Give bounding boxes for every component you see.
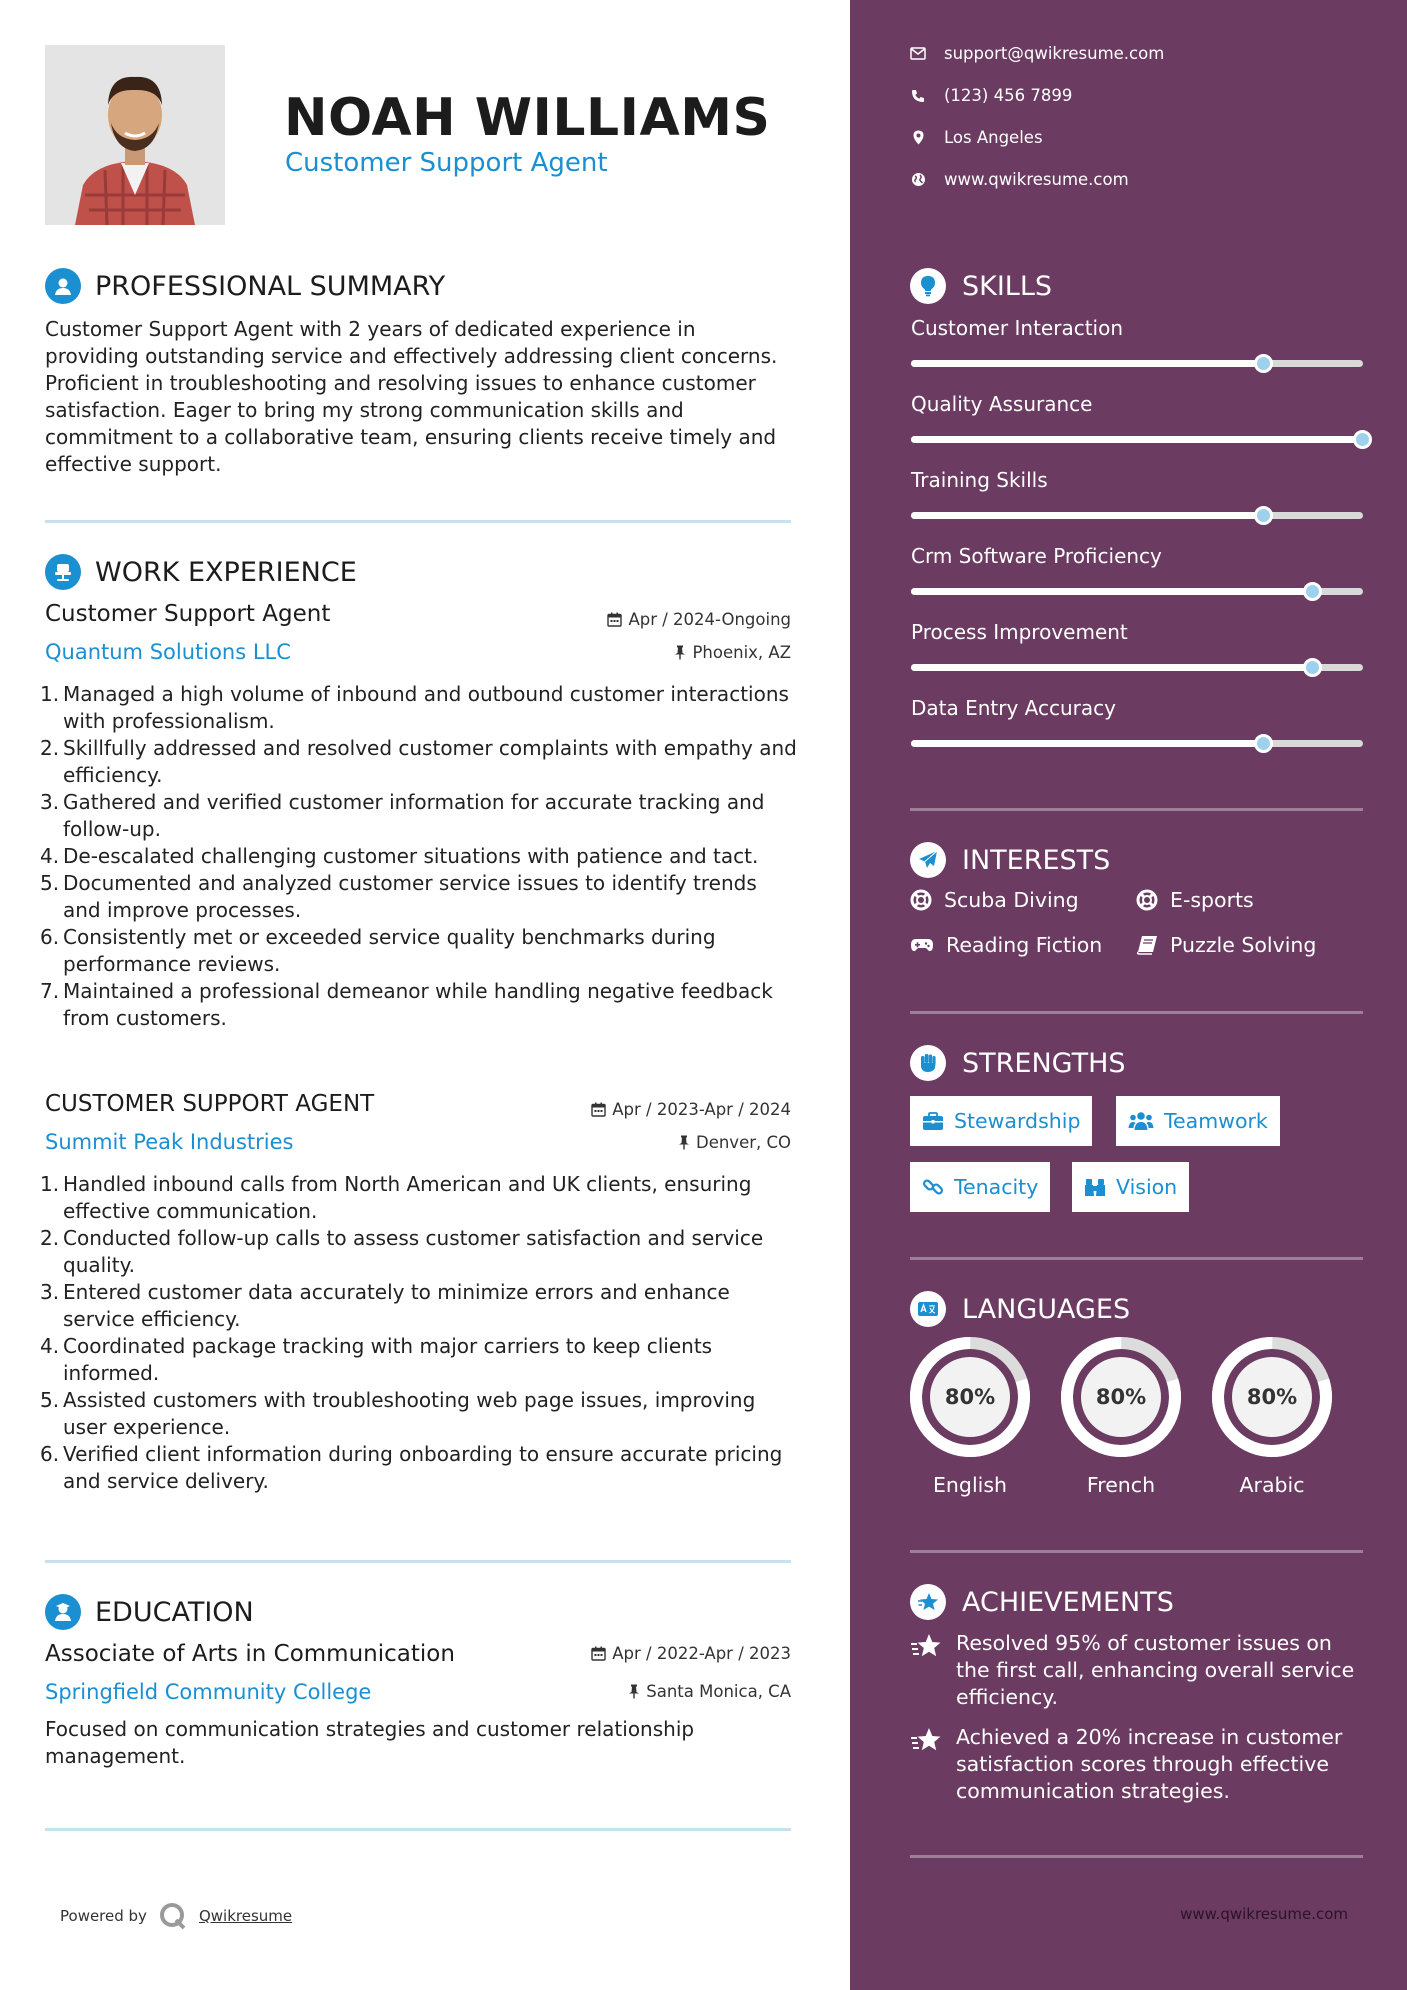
profile-photo: [45, 45, 225, 225]
translate-icon: [910, 1291, 946, 1327]
globe-icon: [910, 172, 926, 188]
list-item: 2. Skillfully addressed and resolved customer complaints with empathy and efficiency.: [40, 736, 797, 787]
language-name: French: [1086, 1473, 1156, 1497]
job-company: Quantum Solutions LLC: [45, 640, 291, 664]
interest-item: [910, 933, 1102, 957]
book-icon: [1136, 935, 1158, 955]
contact-phone-text: (123) 456 7899: [944, 86, 1073, 105]
divider: [910, 808, 1363, 811]
skill-bar-fill: [911, 360, 1264, 367]
skills-heading: [910, 268, 1052, 304]
calendar-icon: [607, 612, 622, 627]
skill-bar-fill: [911, 664, 1313, 671]
link-icon: [922, 1176, 944, 1198]
degree-title: Associate of Arts in Communication: [45, 1641, 455, 1667]
job-location: [678, 1133, 791, 1152]
language-name: English: [932, 1473, 1008, 1497]
education-dates: [591, 1644, 791, 1663]
powered-by: [60, 1902, 292, 1930]
interest-label: E-sports: [1170, 888, 1254, 912]
strength-label: Tenacity: [954, 1175, 1039, 1199]
summary-heading: [45, 268, 445, 304]
job-bullets: [40, 681, 800, 1032]
language-item: [1210, 1335, 1334, 1497]
education-description: Focused on communication strategies and customer relationship management.: [45, 1717, 695, 1768]
star-icon: [910, 1630, 942, 1711]
language-name: Arabic: [1239, 1473, 1305, 1497]
list-item: 4. De-escalated challenging customer situations with patience and tact.: [40, 844, 759, 868]
strength-label: Vision: [1116, 1175, 1178, 1199]
skill-name: Data Entry Accuracy: [911, 696, 1116, 720]
contact-location: [910, 128, 1043, 147]
skill-bar: [911, 512, 1363, 519]
calendar-icon: [591, 1102, 606, 1117]
divider: [910, 1257, 1363, 1260]
strength-tag: [910, 1162, 1050, 1212]
job-dates-text: Apr / 2023-Apr / 2024: [612, 1100, 791, 1119]
strength-tag: [1072, 1162, 1189, 1212]
star-icon: [910, 1724, 942, 1805]
divider: [45, 520, 791, 523]
skill-bar-fill: [911, 588, 1313, 595]
experience-title: WORK EXPERIENCE: [95, 556, 357, 588]
experience-heading: [45, 554, 357, 590]
achievement-text: Achieved a 20% increase in customer satisfaction scores through effective communication strategies.: [956, 1725, 1343, 1803]
list-item: 3. Gathered and verified customer information for accurate tracking and follow-up.: [40, 790, 765, 841]
candidate-name: NOAH WILLIAMS: [284, 88, 771, 148]
job-location: [674, 643, 791, 662]
language-progress-ring: [1059, 1335, 1183, 1459]
interest-label: Reading Fiction: [946, 933, 1103, 957]
user-circle-icon: [45, 268, 81, 304]
skill-bar: [911, 664, 1363, 671]
education-heading: [45, 1594, 254, 1630]
summary-title: PROFESSIONAL SUMMARY: [95, 270, 446, 302]
office-chair-icon: [45, 554, 81, 590]
interest-item: [910, 888, 1079, 912]
map-marker-icon: [910, 130, 926, 146]
list-item: 2. Conducted follow-up calls to assess customer satisfaction and service quality.: [40, 1226, 764, 1277]
skill-bar: [911, 360, 1363, 367]
strengths-heading: [910, 1045, 1126, 1081]
language-item: [908, 1335, 1032, 1497]
list-item: 4. Coordinated package tracking with major carriers to keep clients informed.: [40, 1334, 713, 1385]
education-location: [628, 1682, 791, 1701]
achievements-title: ACHIEVEMENTS: [962, 1586, 1174, 1618]
lightbulb-icon: [910, 268, 946, 304]
job-company: Summit Peak Industries: [45, 1130, 294, 1154]
job-dates: [591, 1100, 791, 1119]
divider: [910, 1550, 1363, 1553]
list-item: 1. Managed a high volume of inbound and outbound customer interactions with professionalism.: [40, 682, 789, 733]
skill-bar-knob: [1353, 430, 1372, 449]
job-location-text: Denver, CO: [695, 1133, 791, 1152]
list-item: 5. Assisted customers with troubleshooting web page issues, improving user experience.: [40, 1388, 756, 1439]
job-bullets: [40, 1171, 800, 1495]
interests-title: INTERESTS: [962, 844, 1111, 876]
language-progress-ring: [1210, 1335, 1334, 1459]
skills-title: SKILLS: [962, 270, 1053, 302]
skill-bar-knob: [1303, 658, 1322, 677]
contact-location-text: Los Angeles: [944, 128, 1043, 147]
contact-phone[interactable]: [910, 86, 1072, 105]
footer-url[interactable]: www.qwikresume.com: [1180, 1905, 1348, 1923]
interest-item: [1136, 888, 1254, 912]
strength-label: Teamwork: [1164, 1109, 1268, 1133]
achievement-item: [910, 1630, 1363, 1711]
skill-bar-fill: [911, 436, 1363, 443]
users-icon: [1128, 1111, 1154, 1131]
briefcase-icon: [922, 1112, 944, 1131]
list-item: 6. Verified client information during onboarding to ensure accurate pricing and service delivery.: [40, 1442, 783, 1493]
job-title: Customer Support Agent: [45, 601, 331, 627]
qwikresume-link[interactable]: Qwikresume: [198, 1907, 293, 1925]
skill-bar-knob: [1254, 506, 1273, 525]
education-location-text: Santa Monica, CA: [646, 1682, 791, 1701]
list-item: 3. Entered customer data accurately to minimize errors and enhance service efficiency.: [40, 1280, 730, 1331]
summary-text: Customer Support Agent with 2 years of dedicated experience in providing outstanding service and effectively addressing client concerns. Proficient in troubleshooting and resolving issues to enhance customer satisfaction. Eager to bring my strong communication skills and commitment to a collaborative team, ensuring clients receive timely and effective support.: [45, 317, 778, 476]
pin-icon: [628, 1684, 640, 1699]
pin-icon: [678, 1135, 690, 1150]
skill-name: Training Skills: [911, 468, 1048, 492]
calendar-icon: [591, 1646, 606, 1661]
skill-name: Process Improvement: [911, 620, 1128, 644]
skill-name: Crm Software Proficiency: [911, 544, 1162, 568]
lifebuoy-icon: [1136, 889, 1158, 911]
skill-bar-knob: [1254, 354, 1273, 373]
fist-icon: [910, 1045, 946, 1081]
skill-bar: [911, 436, 1363, 443]
skill-bar-knob: [1303, 582, 1322, 601]
achievement-item: [910, 1724, 1363, 1805]
interest-label: Scuba Diving: [944, 888, 1079, 912]
language-progress-ring: [908, 1335, 1032, 1459]
qwikresume-logo-icon: [159, 1902, 187, 1930]
list-item: 5. Documented and analyzed customer service issues to identify trends and improve processes.: [40, 871, 757, 922]
languages-title: LANGUAGES: [962, 1293, 1131, 1325]
list-item: 1. Handled inbound calls from North American and UK clients, ensuring effective communication.: [40, 1172, 752, 1223]
binoculars-icon: [1084, 1177, 1106, 1197]
divider: [45, 1828, 791, 1831]
interest-item: [1136, 933, 1316, 957]
powered-by-label: Powered by: [60, 1907, 147, 1925]
contact-website-text: www.qwikresume.com: [944, 170, 1129, 189]
divider: [910, 1011, 1363, 1014]
pin-icon: [674, 645, 686, 660]
language-percent: 80%: [944, 1385, 996, 1409]
achievement-text: Resolved 95% of customer issues on the first call, enhancing overall service efficiency.: [956, 1631, 1355, 1709]
strength-label: Stewardship: [954, 1109, 1081, 1133]
phone-icon: [910, 88, 926, 104]
language-percent: 80%: [1095, 1385, 1147, 1409]
language-percent: 80%: [1246, 1385, 1298, 1409]
school-name: Springfield Community College: [45, 1680, 372, 1704]
gamepad-icon: [910, 937, 934, 953]
languages-heading: [910, 1291, 1130, 1327]
education-title: EDUCATION: [95, 1596, 254, 1628]
graduate-icon: [45, 1594, 81, 1630]
strengths-title: STRENGTHS: [962, 1047, 1126, 1079]
skill-bar-knob: [1254, 734, 1273, 753]
envelope-icon: [910, 46, 926, 62]
paper-plane-icon: [910, 842, 946, 878]
lifebuoy-icon: [910, 889, 932, 911]
skill-bar: [911, 588, 1363, 595]
strength-tag: [910, 1096, 1092, 1146]
interest-label: Puzzle Solving: [1170, 933, 1317, 957]
skill-bar: [911, 740, 1363, 747]
star-badge-icon: [910, 1584, 946, 1620]
job-dates-text: Apr / 2024-Ongoing: [628, 610, 791, 629]
job-dates: [607, 610, 791, 629]
job-location-text: Phoenix, AZ: [692, 643, 791, 662]
list-item: 6. Consistently met or exceeded service quality benchmarks during performance reviews.: [40, 925, 716, 976]
contact-email-text: support@qwikresume.com: [944, 44, 1165, 63]
contact-website[interactable]: [910, 170, 1129, 189]
job-title: CUSTOMER SUPPORT AGENT: [45, 1091, 375, 1117]
candidate-title: Customer Support Agent: [285, 148, 608, 178]
education-dates-text: Apr / 2022-Apr / 2023: [612, 1644, 791, 1663]
skill-name: Customer Interaction: [911, 316, 1124, 340]
interests-heading: [910, 842, 1110, 878]
language-item: [1059, 1335, 1183, 1497]
list-item: 7. Maintained a professional demeanor while handling negative feedback from customers.: [40, 979, 773, 1030]
strength-tag: [1116, 1096, 1280, 1146]
skill-name: Quality Assurance: [911, 392, 1093, 416]
divider: [45, 1560, 791, 1563]
skill-bar-fill: [911, 740, 1264, 747]
divider: [910, 1855, 1363, 1858]
contact-email[interactable]: [910, 44, 1164, 63]
skill-bar-fill: [911, 512, 1264, 519]
achievements-heading: [910, 1584, 1174, 1620]
